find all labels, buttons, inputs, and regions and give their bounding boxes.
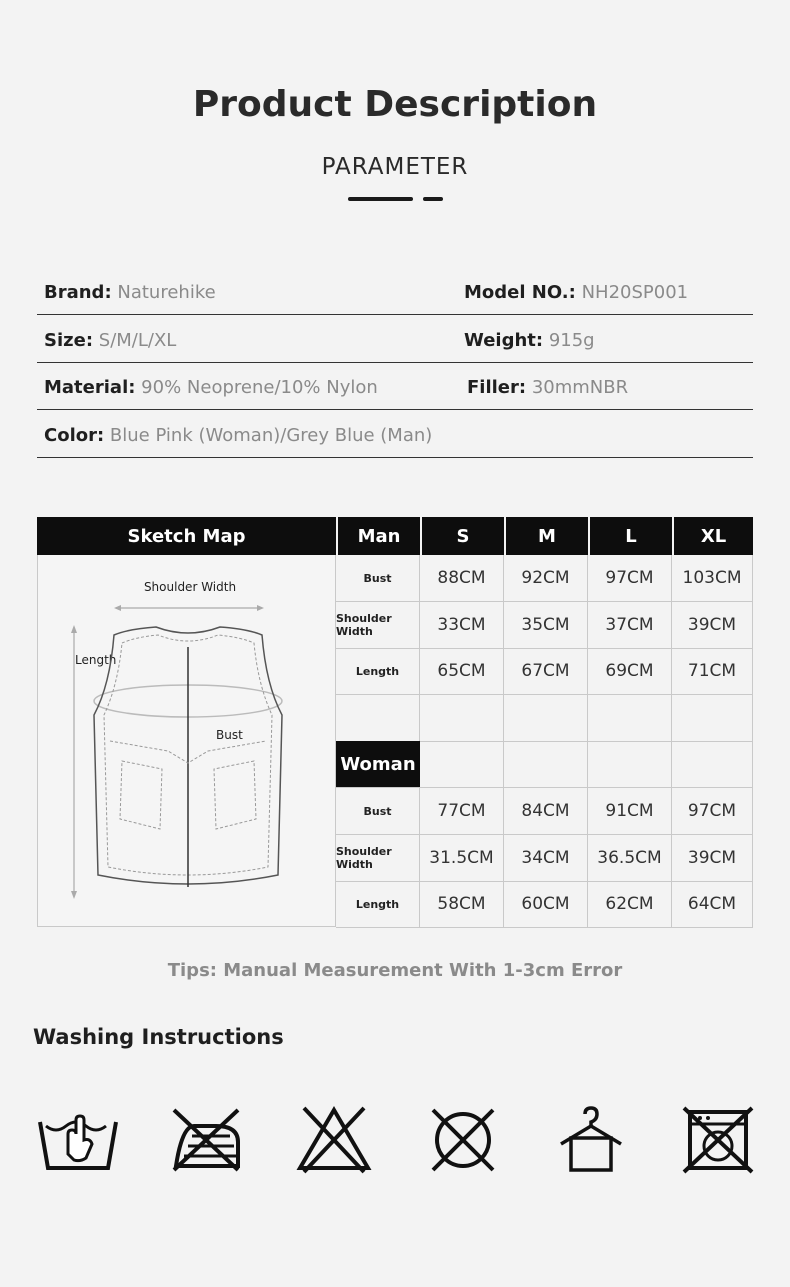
row-divider	[37, 409, 753, 410]
filler-value: 30mmNBR	[531, 377, 629, 398]
hand-wash-icon	[36, 1104, 120, 1176]
man-bust-m-cell: 92CM	[504, 555, 588, 602]
size-header-l: L	[590, 517, 672, 555]
man-bust-l-cell: 97CM	[588, 555, 672, 602]
woman-row-label-bust: Bust	[336, 788, 420, 835]
man-length-l-cell: 69CM	[588, 648, 672, 695]
man-shoulder-width-m-cell: 35CM	[504, 602, 588, 649]
param-row-color	[37, 411, 753, 458]
divider-dash-short	[423, 197, 443, 201]
divider-dash-long	[348, 197, 413, 201]
measurement-tips: Tips: Manual Measurement With 1-3cm Error	[167, 960, 623, 981]
filler-label: Filler:	[467, 377, 527, 398]
row-divider	[37, 457, 753, 458]
man-bust-xl-cell: 103CM	[672, 555, 753, 602]
empty-cell	[588, 695, 672, 742]
man-header: Man	[338, 517, 420, 555]
color-value: Blue Pink (Woman)/Grey Blue (Man)	[109, 425, 433, 446]
length-label: Length	[75, 653, 117, 667]
model-value: NH20SP001	[581, 282, 689, 303]
washing-instructions-title: Washing Instructions	[33, 1025, 284, 1049]
man-bust-s-cell: 88CM	[420, 555, 504, 602]
man-length-s-cell: 65CM	[420, 648, 504, 695]
material-label: Material:	[44, 377, 136, 398]
empty-cell	[672, 741, 753, 788]
bust-label: Bust	[216, 728, 243, 742]
man-shoulder-width-xl-cell: 39CM	[672, 602, 753, 649]
man-row-label-bust: Bust	[336, 555, 420, 602]
woman-bust-s-cell: 77CM	[420, 788, 504, 835]
empty-cell	[420, 695, 504, 742]
do-not-dry-clean-icon	[421, 1104, 505, 1176]
weight-value: 915g	[548, 330, 595, 351]
empty-cell	[336, 695, 420, 742]
do-not-bleach-icon	[292, 1104, 376, 1176]
brand-label: Brand:	[44, 282, 112, 303]
man-shoulder-width-l-cell: 37CM	[588, 602, 672, 649]
woman-length-l-cell: 62CM	[588, 881, 672, 928]
brand-value: Naturehike	[117, 282, 216, 303]
do-not-iron-icon	[164, 1104, 248, 1176]
woman-length-xl-cell: 64CM	[672, 881, 753, 928]
man-length-xl-cell: 71CM	[672, 648, 753, 695]
size-label: Size:	[44, 330, 94, 351]
section-subtitle: PARAMETER	[321, 154, 469, 180]
man-row-label-length: Length	[336, 648, 420, 695]
model-label: Model NO.:	[464, 282, 576, 303]
do-not-tumble-dry-icon	[676, 1104, 760, 1176]
vest-sketch-icon	[38, 555, 335, 927]
woman-row-label-shoulder-width: Shoulder Width	[336, 835, 420, 882]
size-table	[37, 517, 753, 928]
woman-shoulder-width-xl-cell: 39CM	[672, 835, 753, 882]
color-label: Color:	[44, 425, 105, 446]
woman-length-s-cell: 58CM	[420, 881, 504, 928]
woman-bust-m-cell: 84CM	[504, 788, 588, 835]
hang-dry-icon	[549, 1104, 633, 1176]
woman-shoulder-width-m-cell: 34CM	[504, 835, 588, 882]
empty-cell	[504, 741, 588, 788]
size-header-m: M	[506, 517, 588, 555]
woman-length-m-cell: 60CM	[504, 881, 588, 928]
empty-cell	[588, 741, 672, 788]
param-row-brand	[37, 268, 753, 315]
empty-cell	[420, 741, 504, 788]
page-title: Product Description	[192, 84, 598, 125]
weight-label: Weight:	[464, 330, 544, 351]
woman-row-label-length: Length	[336, 881, 420, 928]
woman-bust-l-cell: 91CM	[588, 788, 672, 835]
woman-shoulder-width-l-cell: 36.5CM	[588, 835, 672, 882]
size-value: S/M/L/XL	[98, 330, 177, 351]
empty-cell	[672, 695, 753, 742]
shoulder-width-label: Shoulder Width	[143, 580, 237, 594]
sketch-map-header: Sketch Map	[37, 517, 336, 555]
woman-shoulder-width-s-cell: 31.5CM	[420, 835, 504, 882]
size-header-xl: XL	[674, 517, 753, 555]
material-value: 90% Neoprene/10% Nylon	[141, 377, 378, 398]
param-row-material	[37, 363, 753, 410]
empty-cell	[504, 695, 588, 742]
size-header-s: S	[422, 517, 504, 555]
man-length-m-cell: 67CM	[504, 648, 588, 695]
param-row-size	[37, 316, 753, 363]
row-divider	[37, 314, 753, 315]
woman-header: Woman	[336, 741, 420, 788]
man-shoulder-width-s-cell: 33CM	[420, 602, 504, 649]
woman-bust-xl-cell: 97CM	[672, 788, 753, 835]
man-row-label-shoulder-width: Shoulder Width	[336, 602, 420, 649]
vest-sketch-panel	[37, 555, 336, 927]
